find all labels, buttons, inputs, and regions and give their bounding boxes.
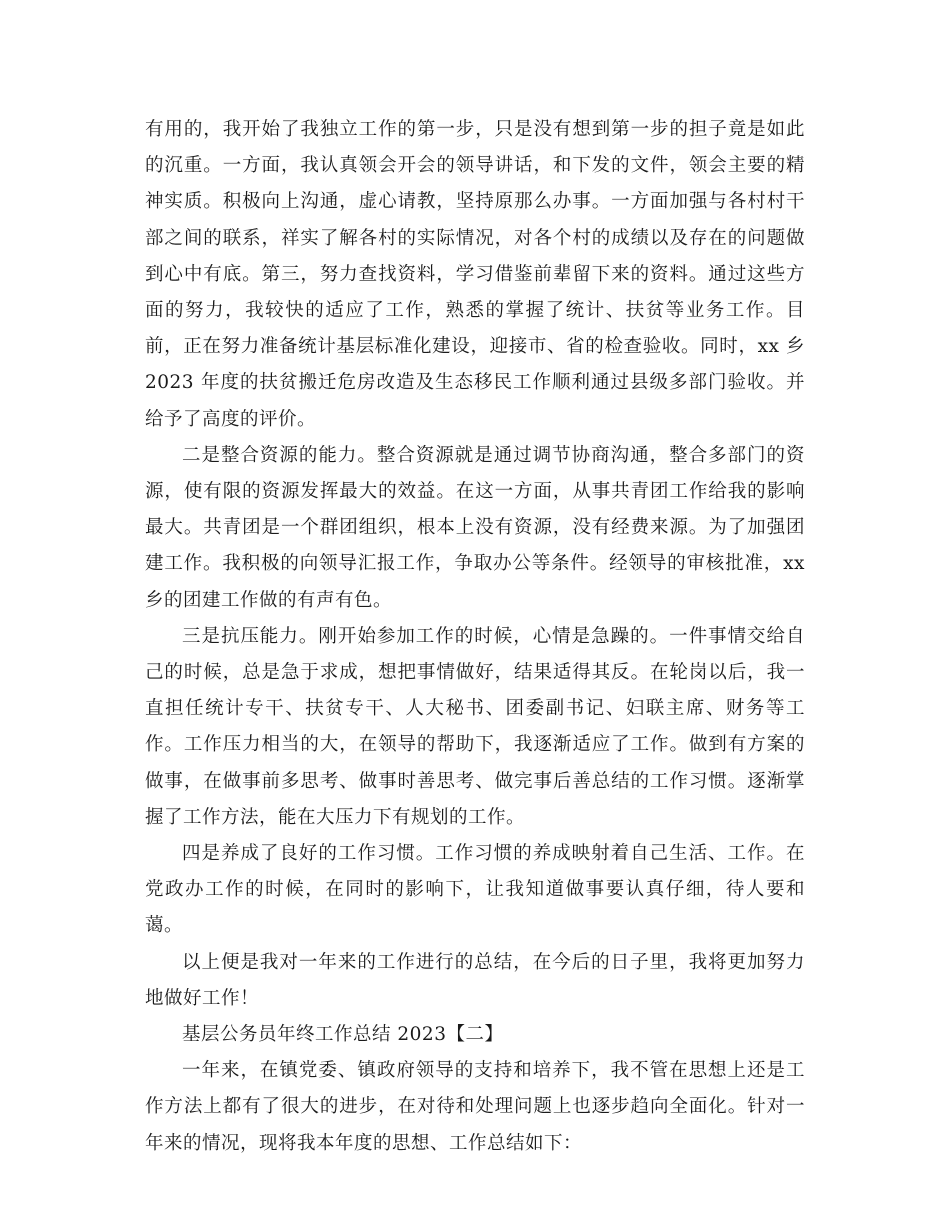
- paragraph-continuation: 有用的，我开始了我独立工作的第一步，只是没有想到第一步的担子竟是如此的沉重。一方面，我认真领会开会的领导讲话，和下发的文件，领会主要的精神实质。积极向上沟通，虚心请教，坚持原那么办事。一方面加强与各村村干部之间的联系，祥实了解各村的实际情况，对各个村的成绩以及存在的问题做到心中有底。第三，努力查找资料，学习借鉴前辈留下来的资料。通过这些方面的努力，我较快的适应了工作，熟悉的掌握了统计、扶贫等业务工作。目前，正在努力准备统计基层标准化建设，迎接市、省的检查验收。同时，xx 乡 2023 年度的扶贫搬迁危房改造及生态移民工作顺利通过县级多部门验收。并给予了高度的评价。: [145, 119, 805, 430]
- paragraph-work-habits: 四是养成了良好的工作习惯。工作习惯的养成映射着自己生活、工作。在党政办工作的时候，在同时的影响下，让我知道做事要认真仔细，待人要和蔼。: [145, 843, 805, 937]
- paragraph-resource-integration: 二是整合资源的能力。整合资源就是通过调节协商沟通，整合多部门的资源，使有限的资源发挥最大的效益。在这一方面，从事共青团工作给我的影响最大。共青团是一个群团组织，根本上没有资源，没有经费来源。为了加强团建工作。我积极的向领导汇报工作，争取办公等条件。经领导的审核批准，xx 乡的团建工作做的有声有色。: [145, 444, 805, 611]
- document-body: [145, 112, 805, 1162]
- paragraph-pressure-resistance: 三是抗压能力。刚开始参加工作的时候，心情是急躁的。一件事情交给自己的时候，总是急于求成，想把事情做好，结果适得其反。在轮岗以后，我一直担任统计专干、扶贫专干、人大秘书、团委副书记、妇联主席、财务等工作。工作压力相当的大，在领导的帮助下，我逐渐适应了工作。做到有方案的做事，在做事前多思考、做事时善思考、做完事后善总结的工作习惯。逐渐掌握了工作方法，能在大压力下有规划的工作。: [145, 625, 805, 828]
- paragraph-intro: 一年来，在镇党委、镇政府领导的支持和培养下，我不管在思想上还是工作方法上都有了很大的进步，在对待和处理问题上也逐步趋向全面化。针对一年来的情况，现将我本年度的思想、工作总结如下：: [145, 1060, 805, 1154]
- section-heading: 基层公务员年终工作总结 2023【二】: [182, 1024, 504, 1046]
- paragraph-conclusion: 以上便是我对一年来的工作进行的总结，在今后的日子里，我将更加努力地做好工作！: [145, 951, 805, 1009]
